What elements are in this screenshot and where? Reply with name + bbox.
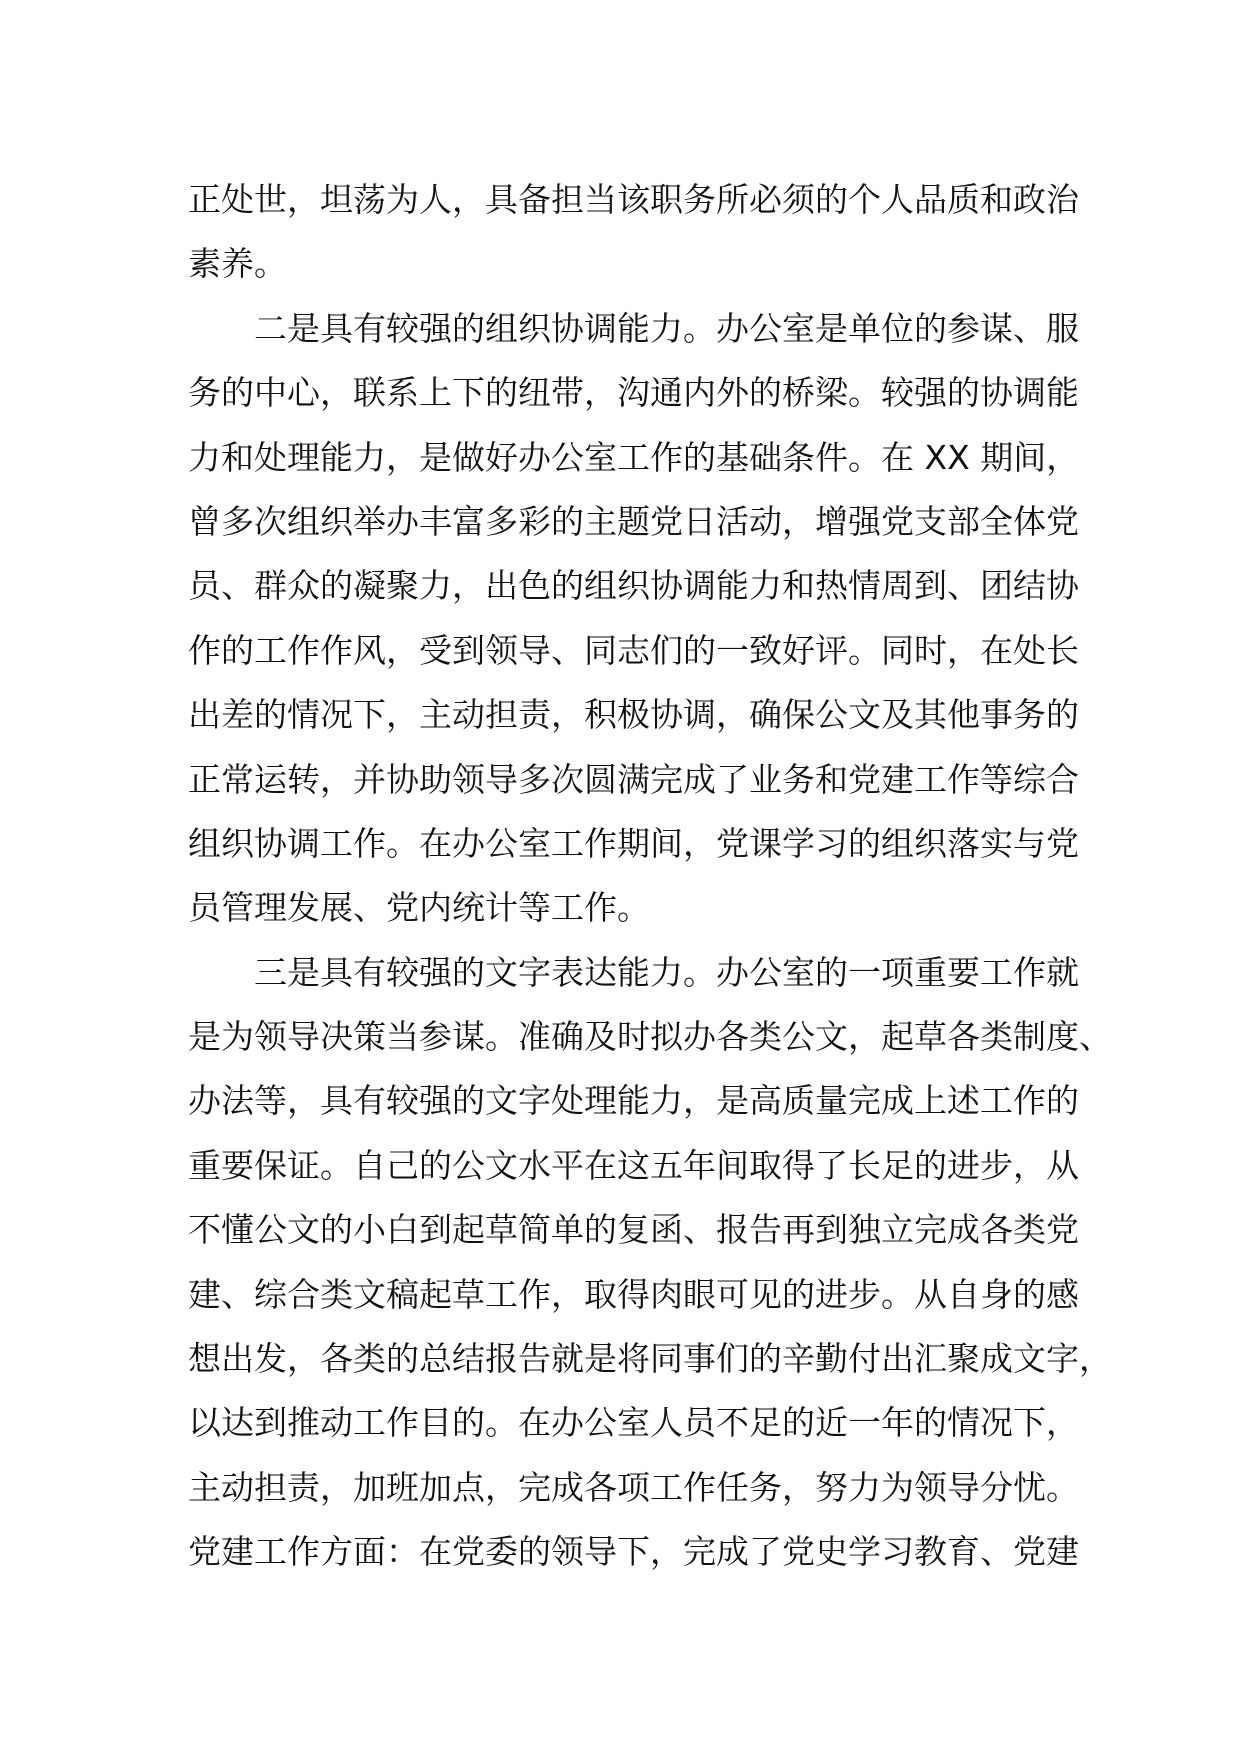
text-line: 不懂公文的小白到起草简单的复函、报告再到独立完成各类党 [188, 1210, 1079, 1250]
text-line: 是为领导决策当参谋。准确及时拟办各类公文，起草各类制度、 [188, 1017, 1112, 1057]
text-line: 想出发，各类的总结报告就是将同事们的辛勤付出汇聚成文字， [188, 1339, 1112, 1379]
body-text [188, 168, 1112, 1585]
text-line: 主动担责，加班加点，完成各项工作任务，努力为领导分忧。 [188, 1467, 1079, 1507]
text-line: 正处世，坦荡为人，具备担当该职务所必须的个人品质和政治 [188, 180, 1079, 219]
text-line: 力和处理能力，是做好办公室工作的基础条件。在 XX 期间， [188, 437, 1080, 477]
text-line: 素养。 [188, 244, 287, 284]
text-line: 重要保证。自己的公文水平在这五年间取得了长足的进步，从 [188, 1145, 1079, 1185]
text-line: 正常运转，并协助领导多次圆满完成了业务和党建工作等综合 [188, 759, 1079, 799]
paragraph-start-line: 二是具有较强的组织协调能力。办公室是单位的参谋、服 [254, 308, 1079, 348]
text-line: 办法等，具有较强的文字处理能力，是高质量完成上述工作的 [188, 1081, 1079, 1121]
text-line: 务的中心，联系上下的纽带，沟通内外的桥梁。较强的协调能 [188, 373, 1079, 413]
text-line: 建、综合类文稿起草工作，取得肉眼可见的进步。从自身的感 [188, 1274, 1079, 1314]
text-line: 出差的情况下，主动担责，积极协调，确保公文及其他事务的 [188, 695, 1079, 735]
text-line: 组织协调工作。在办公室工作期间，党课学习的组织落实与党 [188, 823, 1079, 863]
paragraph-start-line: 三是具有较强的文字表达能力。办公室的一项重要工作就 [254, 952, 1079, 992]
text-line: 党建工作方面：在党委的领导下，完成了党史学习教育、党建 [188, 1532, 1079, 1572]
text-line: 以达到推动工作目的。在办公室人员不足的近一年的情况下， [188, 1403, 1079, 1443]
text-line: 员管理发展、党内统计等工作。 [188, 888, 650, 928]
text-line: 作的工作作风，受到领导、同志们的一致好评。同时，在处长 [188, 630, 1079, 670]
text-line: 员、群众的凝聚力，出色的组织协调能力和热情周到、团结协 [188, 566, 1079, 606]
text-line: 曾多次组织举办丰富多彩的主题党日活动，增强党支部全体党 [188, 501, 1079, 541]
